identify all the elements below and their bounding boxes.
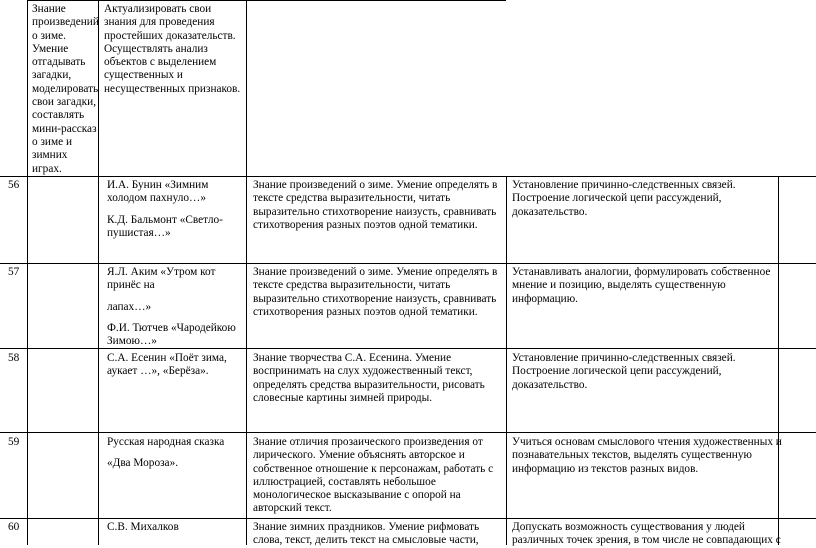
cell-text-line: Установление причинно-следственных связей.: [512, 352, 736, 364]
lesson-topic-cell: [107, 352, 227, 379]
cell-text-line: несущественных признаков.: [104, 82, 241, 95]
cell-text-line: выразительно стихотворение наизусть, сравнивать: [253, 205, 497, 218]
cell-text-line: Знание произведений о зиме. Умение определять в: [253, 179, 498, 191]
cell-text-line: простейших доказательств.: [104, 29, 236, 42]
cell-text-line: знания для проведения: [104, 16, 215, 29]
cell-text-line: Ф.И. Тютчев «Чародейкою: [107, 321, 236, 334]
cell-text-line: авторский текст.: [253, 502, 332, 515]
cell-text-line: пушистая…»: [107, 226, 171, 239]
cell-text-line: собственное отношение к персонажам, работать с: [253, 462, 494, 475]
cell-text-line: С.В. Михалков: [107, 521, 179, 533]
cell-text-line: тексте средства выразительности, читать: [253, 192, 451, 205]
cell-text-line: И.А. Бунин «Зимним: [107, 179, 209, 191]
cell-text-line: Устанавливать аналогии, формулировать собственное: [512, 266, 771, 278]
lesson-topic-cell: [107, 266, 236, 348]
cell-text-line: Построение логической цепи рассуждений,: [512, 192, 722, 205]
cell-text-line: зимних: [32, 149, 68, 162]
subject-results-cell: [253, 436, 493, 516]
cell-text-line: монологическое высказывание с опорой на: [253, 489, 461, 502]
cell-text-line: стихотворения разных поэтов одной тематики.: [253, 305, 478, 318]
lesson-topic-cell: [107, 179, 223, 240]
row-divider: [0, 176, 816, 177]
cell-text-line: холодом пахнуло…»: [107, 192, 206, 205]
cell-text-line: Установление причинно-следственных связей.: [512, 179, 736, 191]
cell-text-line: Знание зимних праздников. Умение рифмовать: [253, 521, 480, 533]
cell-text-line: свои загадки,: [32, 96, 97, 109]
metasubject-results-cell: [512, 179, 736, 219]
lesson-number: 58: [8, 352, 20, 364]
row-divider: [0, 518, 816, 519]
cell-text-line: отгадывать: [32, 56, 86, 69]
row-divider: [0, 432, 816, 433]
cell-text-line: моделировать: [32, 82, 99, 95]
cell-text-line: Допускать возможность существования у людей: [512, 521, 745, 533]
lesson-number: 60: [8, 521, 20, 533]
cell-text-line: различных точек зрения, в том числе не совпадающих с: [512, 534, 781, 547]
cell-text-line: играх.: [32, 162, 62, 175]
cell-text-line: иллюстрацией, составлять небольшое: [253, 475, 436, 488]
cell-text-line: произведений: [32, 16, 99, 29]
cell-text-line: Зимою…»: [107, 335, 157, 348]
cell-text-line: стихотворения разных поэтов одной тематики.: [253, 218, 478, 231]
subject-results-cell: [253, 521, 479, 548]
cell-text-line: «Два Мороза».: [107, 457, 179, 470]
cell-text-line: Актуализировать свои: [104, 3, 212, 15]
cell-text-line: о зиме и: [32, 135, 73, 148]
cell-text-line: К.Д. Бальмонт «Светло-: [107, 213, 223, 226]
top-row-subject-cell: [32, 3, 99, 176]
cell-text-line: Осуществлять анализ: [104, 42, 208, 55]
cell-text-line: информацию.: [512, 292, 578, 305]
cell-text-line: загадки,: [32, 69, 72, 82]
cell-text-line: Знание произведений о зиме. Умение определять в: [253, 266, 498, 278]
cell-text-line: Учиться основам смыслового чтения художественных и: [512, 436, 782, 448]
cell-text-line: мини-рассказ: [32, 122, 97, 135]
metasubject-results-cell: [512, 352, 736, 392]
cell-text-line: о зиме.: [32, 29, 66, 42]
lesson-topic-cell: [107, 521, 179, 534]
cell-text-line: существенных и: [104, 69, 183, 82]
cell-text-line: Умение: [32, 42, 69, 55]
lesson-topic-cell: [107, 436, 224, 471]
cell-text-line: слова, текст, делить текст на смысловые части,: [253, 534, 479, 547]
cell-text-line: Построение логической цепи рассуждений,: [512, 365, 722, 378]
cell-text-line: Русская народная сказка: [107, 436, 225, 448]
cell-text-line: мнение и позицию, выделять существенную: [512, 279, 726, 292]
cell-text-line: составлять: [32, 109, 85, 122]
metasubject-results-cell: [512, 266, 770, 306]
subject-results-cell: [253, 266, 497, 319]
cell-text-line: доказательство.: [512, 205, 588, 218]
cell-text-line: объектов с выделением: [104, 56, 217, 69]
cell-text-line: принёс на: [107, 279, 155, 292]
cell-text-line: выразительно стихотворение наизусть, сравнивать: [253, 292, 497, 305]
column-divider: [778, 176, 779, 545]
cell-text-line: тексте средства выразительности, читать: [253, 279, 451, 292]
column-divider: [246, 0, 247, 545]
cell-text-line: воспринимать на слух художественный текст,: [253, 365, 473, 378]
metasubject-results-cell: [512, 436, 782, 476]
subject-results-cell: [253, 179, 497, 232]
cell-text-line: лапах…»: [107, 300, 152, 313]
cell-text-line: доказательство.: [512, 378, 588, 391]
cell-text-line: Знание: [32, 3, 66, 15]
cell-text-line: познавательных текстов, выделять существенную: [512, 449, 752, 462]
cell-text-line: информацию из текстов разных видов.: [512, 462, 699, 475]
metasubject-results-cell: [512, 521, 781, 548]
row-divider: [0, 263, 816, 264]
cell-text-line: лирического. Умение объяснять авторское и: [253, 449, 465, 462]
cell-text-line: С.А. Есенин «Поёт зима,: [107, 352, 227, 364]
cell-text-line: Знание отличия прозаического произведения от: [253, 436, 483, 448]
cell-text-line: определять средства выразительности, рисовать: [253, 378, 485, 391]
cell-text-line: словесные картины зимней природы.: [253, 391, 433, 404]
cell-text-line: аукает …», «Берёза».: [107, 365, 209, 378]
cell-text-line: Знание творчества С.А. Есенина. Умение: [253, 352, 452, 364]
cell-text-line: Я.Л. Аким «Утром кот: [107, 266, 216, 278]
top-row-meta-cell: [104, 3, 240, 96]
lesson-number: 57: [8, 266, 20, 278]
subject-results-cell: [253, 352, 485, 405]
column-divider: [27, 0, 28, 545]
lesson-number: 59: [8, 436, 20, 448]
lesson-number: 56: [8, 179, 20, 191]
column-divider: [506, 176, 507, 545]
